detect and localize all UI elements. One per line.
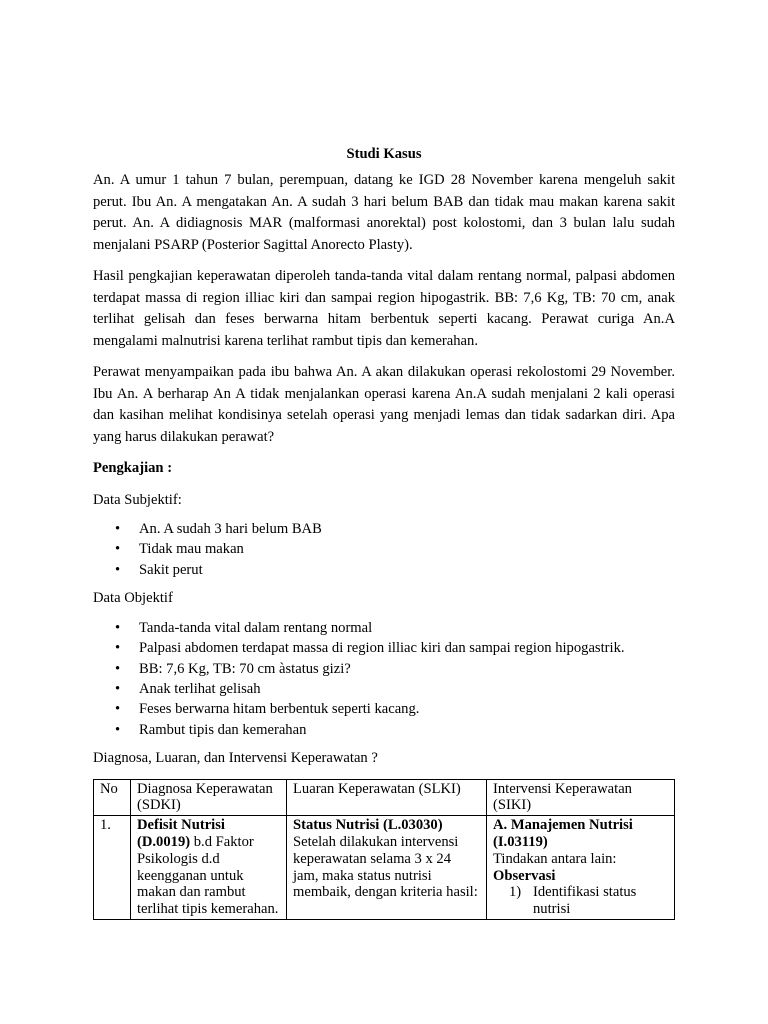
bullet-icon: • <box>115 701 121 718</box>
list-item: • Feses berwarna hitam berbentuk seperti kacang. <box>93 699 675 719</box>
cell-luaran: Status Nutrisi (L.03030) Setelah dilakukan intervensi keperawatan selama 3 x 24 jam, maka status nutrisi membaik, dengan kriteria hasil: <box>287 816 487 920</box>
list-item: • Anak terlihat gelisah <box>93 679 675 699</box>
list-item: 1) Identifikasi status nutrisi <box>509 884 637 918</box>
bullet-icon: • <box>115 561 121 578</box>
header-diagnosa: Diagnosa Keperawatan (SDKI) <box>131 779 287 816</box>
list-item: • Palpasi abdomen terdapat massa di region illiac kiri dan sampai region hipogastrik. <box>93 638 675 658</box>
objektif-heading: Data Objektif <box>93 590 173 607</box>
list-item: • An. A sudah 3 hari belum BAB <box>93 519 675 539</box>
subjektif-list <box>93 519 675 580</box>
pengkajian-heading: Pengkajian : <box>93 460 173 476</box>
case-paragraph-2: Hasil pengkajian keperawatan diperoleh tanda-tanda vital dalam rentang normal, palpasi abdomen terdapat massa di region illiac kiri dan sampai region hipogastrik. BB: 7,6 Kg, TB: 70 cm, anak terlihat gelisah dan feses berwarna hitam berbentuk seperti kacang. Perawat curiga An.A mengalami malnutrisi karena terlihat rambut tipis dan kemerahan. <box>93 268 675 349</box>
header-luaran: Luaran Keperawatan (SLKI) <box>287 779 487 816</box>
bullet-icon: • <box>115 541 121 558</box>
bullet-icon: • <box>115 660 121 677</box>
list-item: • BB: 7,6 Kg, TB: 70 cm àstatus gizi? <box>93 659 675 679</box>
subjektif-heading: Data Subjektif: <box>93 491 182 508</box>
objektif-list <box>93 618 675 740</box>
bullet-icon: • <box>115 680 121 697</box>
diagnosa-heading: Diagnosa, Luaran, dan Intervensi Keperawatan ? <box>93 750 378 767</box>
document-title: Studi Kasus <box>346 146 422 162</box>
bullet-icon: • <box>115 521 121 537</box>
bullet-icon: • <box>115 640 121 657</box>
cell-diagnosa: Defisit Nutrisi (D.0019) b.d Faktor Psikologis d.d keengganan untuk makan dan rambut terlihat tipis kemerahan. <box>131 816 287 920</box>
document-page <box>93 146 675 920</box>
header-intervensi: Intervensi Keperawatan (SIKI) <box>487 779 675 816</box>
table-row <box>94 816 675 920</box>
list-item: • Tidak mau makan <box>93 539 675 559</box>
list-item: • Sakit perut <box>93 560 675 580</box>
table-header-row <box>94 779 675 816</box>
case-paragraph-1: An. A umur 1 tahun 7 bulan, perempuan, datang ke IGD 28 November karena mengeluh sakit perut. Ibu An. A mengatakan An. A sudah 3 hari belum BAB dan tidak mau makan karena sakit perut. An. A didiagnosis MAR (malformasi anorektal) post kolostomi, dan 3 bulan lalu sudah menjalani PSARP (Posterior Sagittal Anorecto Plasty). <box>93 172 675 253</box>
case-paragraph-3: Perawat menyampaikan pada ibu bahwa An. A akan dilakukan operasi rekolostomi 29 November. Ibu An. A berharap An A tidak menjalankan operasi karena An.A sudah menjalani 2 kali operasi dan kasihan melihat kondisinya setelah operasi yang menjadi lemas dan tidak sadarkan diri. Apa yang harus dilakukan perawat? <box>93 364 675 445</box>
cell-intervensi: A. Manajemen Nutrisi (I.03119) Tindakan antara lain: Observasi 1) Identifikasi status nutrisi <box>487 816 675 920</box>
bullet-icon: • <box>115 721 121 738</box>
list-item: • Rambut tipis dan kemerahan <box>93 720 675 740</box>
cell-no: 1. <box>94 816 131 920</box>
list-item: • Tanda-tanda vital dalam rentang normal <box>93 618 675 638</box>
nursing-plan-table <box>93 779 675 920</box>
header-no: No <box>94 779 131 816</box>
bullet-icon: • <box>115 619 121 636</box>
